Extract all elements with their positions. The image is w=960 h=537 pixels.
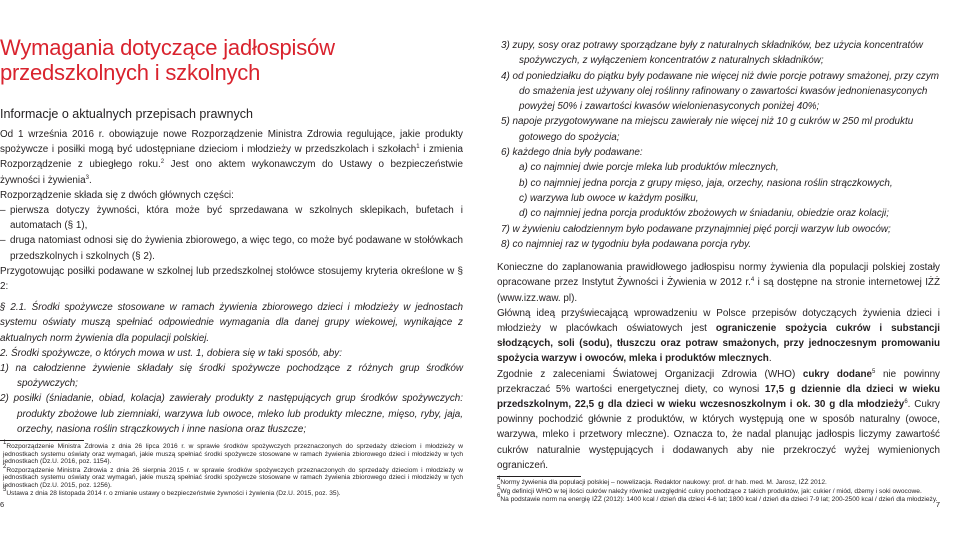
sub-list-item: a) co najmniej dwie porcje mleka lub produktów mlecznych, <box>519 162 779 174</box>
sub-list-item: b) co najmniej jedna porcja z grupy mięso, jaja, orzechy, nasiona roślin strączkowych, <box>519 177 893 189</box>
who-paragraph: Zgodnie z zaleceniami Światowej Organizacji Zdrowia (WHO) cukry dodane$^5$ nie powinny przekraczać 5% wartości energetycznej diety, co wynosi 17,5 g dziennie dla dzieci w wieku przedszkolnym, 22,5 g dla dzieci w wieku wczesnoszkolnym i ok. 30 g dla młodzieży$^6$. Cukry powinny pochodzić głównie z produktów, w których występują one w sposób naturalny (owoce, warzywa, mleko i przetwory mleczne). Oznacza to, że nadal planując jadłospis liczymy zawartość cukrów naturalnie występujących i dodawanych aby nie przekroczyć wyżej wymienionych ograniczeń. <box>497 368 940 471</box>
list-item: – pierwsza dotyczy żywności, która może być sprzedawana w szkolnych sklepikach, bufetach i automatach (§ 1), <box>0 205 463 232</box>
list-item: 8) co najmniej raz w tygodniu była podawana porcja ryby. <box>501 238 752 250</box>
footnotes <box>0 440 463 498</box>
page-number: 7 <box>935 500 940 509</box>
footnote-divider <box>497 476 581 477</box>
parts-intro: Rozporządzenie składa się z dwóch głównych części: <box>0 189 234 201</box>
section-subtitle: Informacje o aktualnych przepisach prawnych <box>0 107 253 121</box>
list-item: 3) zupy, sosy oraz potrawy sporządzane były z naturalnych składników, bez użycia koncentratów spożywczych, z wyłączeniem koncentratów z naturalnych składników; <box>501 40 923 67</box>
list-item: 7) w żywieniu całodziennym było podawane przynajmniej pięć porcji warzyw lub owoców; <box>501 223 891 235</box>
page-number: 6 <box>0 500 5 509</box>
footnote: $^4$Normy żywienia dla populacji polskiej – nowelizacja. Redaktor naukowy: prof. dr hab. med. M. Jarosz, IŻŻ 2012. <box>497 476 827 486</box>
regulation-2-2-2: 2) posiłki (śniadanie, obiad, kolacja) zawierały produkty z następujących grup środków spożywczych: produkty zbożowe lub ziemniaki, warzywa lub owoce, mleko lub produkty mleczne, mięso, ryby, jaja, orzechy, nasiona roślin strączkowych i inne nasiona oraz tłuszcze; <box>0 393 463 435</box>
footnote: $^1$Rozporządzenie Ministra Zdrowia z dnia 26 lipca 2016 r. w sprawie środków spożywczych przeznaczonych do sprzedaży dzieciom i młodzieży w jednostkach systemu oświaty oraz wymagań, jakie muszą spełniać środki spożywcze stosowane w ramach żywienia zbiorowego dzieci i młodzieży w tych jednostkach (Dz.U. 2016, poz. 1154). <box>3 440 463 466</box>
page-title: Wymagania dotyczące jadłospisów przedszkolnych i szkolnych <box>0 35 335 85</box>
sub-list-item: c) warzywa lub owoce w każdym posiłku, <box>519 192 699 204</box>
intro-paragraph: Od 1 września 2016 r. obowiązuje nowe Rozporządzenie Ministra Zdrowia regulujące, jakie produkty spożywcze i posiłki mogą być udostępniane dzieciom i młodzieży w przedszkolach i szkołach$^1$ i zmienia Rozporządzenie z ubiegłego roku.$^2$ Jest ono aktem wykonawczym do Ustawy o bezpieczeństwie żywności i żywienia$^3$. <box>0 129 464 186</box>
regulation-2-2: 2. Środki spożywcze, o których mowa w ust. 1, dobiera się w taki sposób, aby: <box>0 347 342 359</box>
footnote: $^3$Ustawa z dnia 28 listopada 2014 r. o zmianie ustawy o bezpieczeństwie żywności i żywienia (Dz.U. 2015, poz. 35). <box>3 487 341 498</box>
norms-paragraph: Konieczne do zaplanowania prawidłowego jadłospisu normy żywienia dla populacji polskiej zostały opracowane przez Instytut Żywności i Żywienia w 2012 r.$^4$ i są dostępne na stronie internetowej IŻŻ (www.izz.waw. pl). <box>497 262 940 304</box>
list-item: 5) napoje przygotowywane na miejscu zawierały nie więcej niż 10 g cukrów w 250 ml produktu gotowego do spożycia; <box>501 116 914 143</box>
footnote-divider <box>0 440 84 441</box>
right-page <box>480 0 960 537</box>
regulation-2-2-1: 1) na całodzienne żywienie składały się środki spożywcze pochodzące z różnych grup środków spożywczych; <box>0 363 463 390</box>
list-item: 6) każdego dnia były podawane: <box>501 147 643 159</box>
criteria-intro: Przygotowując posiłki podawane w szkolnej lub przedszkolnej stołówce stosujemy kryteria określone w § 2: <box>0 265 463 293</box>
footnote: $^2$Rozporządzenie Ministra Zdrowia z dnia 26 sierpnia 2015 r. w sprawie środków spożywczych przeznaczonych do sprzedaży dzieciom i młodzieży w jednostkach systemu oświaty oraz wymagań, jakie muszą spełniać środki spożywcze stosowane w ramach żywienia zbiorowego dzieci i młodzieży w tych jednostkach (Dz.U. 2015, poz. 1256). <box>3 463 463 489</box>
footnote: $^5$Wg definicji WHO w tej ilości cukrów należy również uwzględnić cukry pochodzące z takich produktów, jak: cukier / miód, dżemy i soki owocowe. <box>497 484 922 495</box>
main-idea-paragraph: Główną ideą przyświecającą wprowadzeniu w Polsce przepisów dotyczących żywienia dzieci i młodzieży w placówkach oświatowych jest ograniczenie spożycia cukrów i substancji słodzących, soli (sodu), tłuszczu oraz potraw smażonych, przy jednoczesnym promowaniu spożycia warzyw i owoców, mleka i produktów mlecznych. <box>497 307 940 365</box>
sub-list-item: d) co najmniej jedna porcja produktów zbożowych w śniadaniu, obiedzie oraz kolacji; <box>519 208 889 220</box>
list-item: – druga natomiast odnosi się do żywienia zbiorowego, a więc tego, co może być podawane w stołówkach przedszkolnych i szkolnych (§ 2). <box>0 235 463 262</box>
list-item: 4) od poniedziałku do piątku były podawane nie więcej niż dwie porcje potrawy smażonej, przy czym do smażenia jest używany olej roślinny rafinowany o zawartości kwasów jednonienasyconych powyżej 50% i zawartości kwasów wielonienasyconych poniżej 40%; <box>501 70 940 113</box>
regulation-2-1: § 2.1. Środki spożywcze stosowane w ramach żywienia zbiorowego dzieci i młodzieży w jednostach systemu oświaty muszą spełniać odpowiednie wymagania dla danej grupy wiekowej, wynikające z aktualnych norm żywienia dla populacji polskiej. <box>0 302 463 344</box>
footnotes <box>497 476 940 504</box>
footnote: $^6$Na podstawie norm na energię IŻŻ (2012): 1400 kcal / dzień dla dzieci 4-6 lat; 1800 kcal / dzień dla dzieci 7-9 lat; 200-2500 kcal / dzień dla młodzieży. <box>497 493 938 503</box>
requirements-list <box>497 38 940 252</box>
